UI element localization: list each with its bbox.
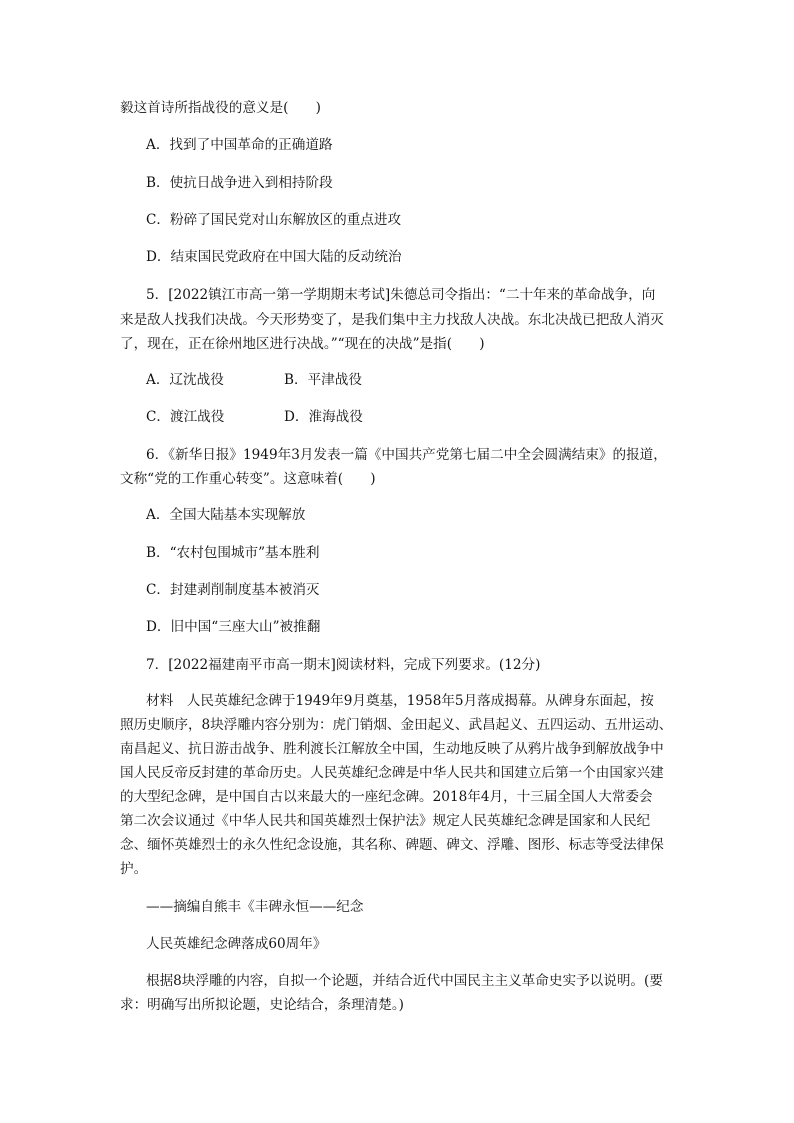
question-5-stem-line-2: 来是敌人找我们决战。今天形势变了，是我们集中主力找敌人决战。东北决战已把敌人消灭 bbox=[120, 312, 664, 328]
source-line-1: ——摘编自熊丰《丰碑永恒——纪念 bbox=[146, 899, 364, 915]
material-line-8: 护。 bbox=[120, 861, 148, 877]
material-line-4: 国人民反帝反封建的革命历史。人民英雄纪念碑是中华人民共和国建立后第一个由国家兴建 bbox=[120, 765, 664, 781]
material-line-3: 南昌起义、抗日游击战争、胜利渡长江解放全中国，生动地反映了从鸦片战争到解放战争中 bbox=[120, 741, 664, 757]
material-line-5: 的大型纪念碑，是中国自古以来最大的一座纪念碑。2018年4月，十三届全国人大常委会 bbox=[120, 789, 653, 805]
question-6-stem-line-1: 6．《新华日报》1949年3月发表一篇《中国共产党第七届二中全会圆满结束》的报道， bbox=[146, 447, 667, 463]
question-6-option-c: C．封建剥削制度基本被消灭 bbox=[146, 582, 320, 598]
question-5-stem-line-1: 5．[2022镇江市高一第一学期期末考试]朱德总司令指出：“二十年来的革命战争，向 bbox=[146, 287, 656, 303]
question-6-option-b: B．“农村包围城市”基本胜利 bbox=[146, 545, 320, 561]
material-line-6: 第二次会议通过《中华人民共和国英雄烈士保护法》规定人民英雄纪念碑是国家和人民纪 bbox=[120, 813, 651, 829]
question-6-stem-line-2: 文称“党的工作重心转变”。这意味着( ) bbox=[120, 471, 376, 487]
source-line-2: 人民英雄纪念碑落成60周年》 bbox=[146, 936, 327, 952]
question-4-option-d: D．结束国民党政府在中国大陆的反动统治 bbox=[146, 249, 402, 265]
question-5-option-d: D．淮海战役 bbox=[284, 409, 363, 425]
question-6-option-a: A．全国大陆基本实现解放 bbox=[146, 507, 306, 523]
requirement-line-2: 求：明确写出所拟论题，史论结合，条理清楚。) bbox=[120, 997, 404, 1013]
question-7-stem: 7．[2022福建南平市高一期末]阅读材料，完成下列要求。(12分) bbox=[146, 657, 541, 673]
question-5-option-row-1 bbox=[146, 370, 224, 390]
question-5-stem-line-3: 了，现在，正在徐州地区进行决战。”“现在的决战”是指( ) bbox=[120, 336, 485, 352]
question-4-option-b: B．使抗日战争进入到相持阶段 bbox=[146, 175, 333, 191]
requirement-line-1: 根据8块浮雕的内容，自拟一个论题，并结合近代中国民主主义革命史实予以说明。(要 bbox=[146, 973, 663, 989]
question-5-option-b: B．平津战役 bbox=[284, 372, 362, 388]
question-4-option-c: C．粉碎了国民党对山东解放区的重点进攻 bbox=[146, 212, 402, 228]
material-line-1: 材料 人民英雄纪念碑于1949年9月奠基，1958年5月落成揭幕。从碑身东面起，按 bbox=[146, 693, 654, 709]
question-4-option-a: A．找到了中国革命的正确道路 bbox=[146, 137, 333, 153]
question-5-option-c: C．渡江战役 bbox=[146, 409, 225, 425]
material-line-2: 照历史顺序，8块浮雕内容分别为：虎门销烟、金田起义、武昌起义、五四运动、五卅运动、 bbox=[120, 717, 673, 733]
material-line-7: 念、缅怀英雄烈士的永久性纪念设施，其名称、碑题、碑文、浮雕、图形、标志等受法律保 bbox=[120, 837, 664, 853]
question-6-option-d: D．旧中国“三座大山”被推翻 bbox=[146, 619, 321, 635]
question-4-stem-tail: 毅这首诗所指战役的意义是( ) bbox=[120, 100, 321, 116]
question-5-option-a: A．辽沈战役 bbox=[146, 372, 224, 388]
